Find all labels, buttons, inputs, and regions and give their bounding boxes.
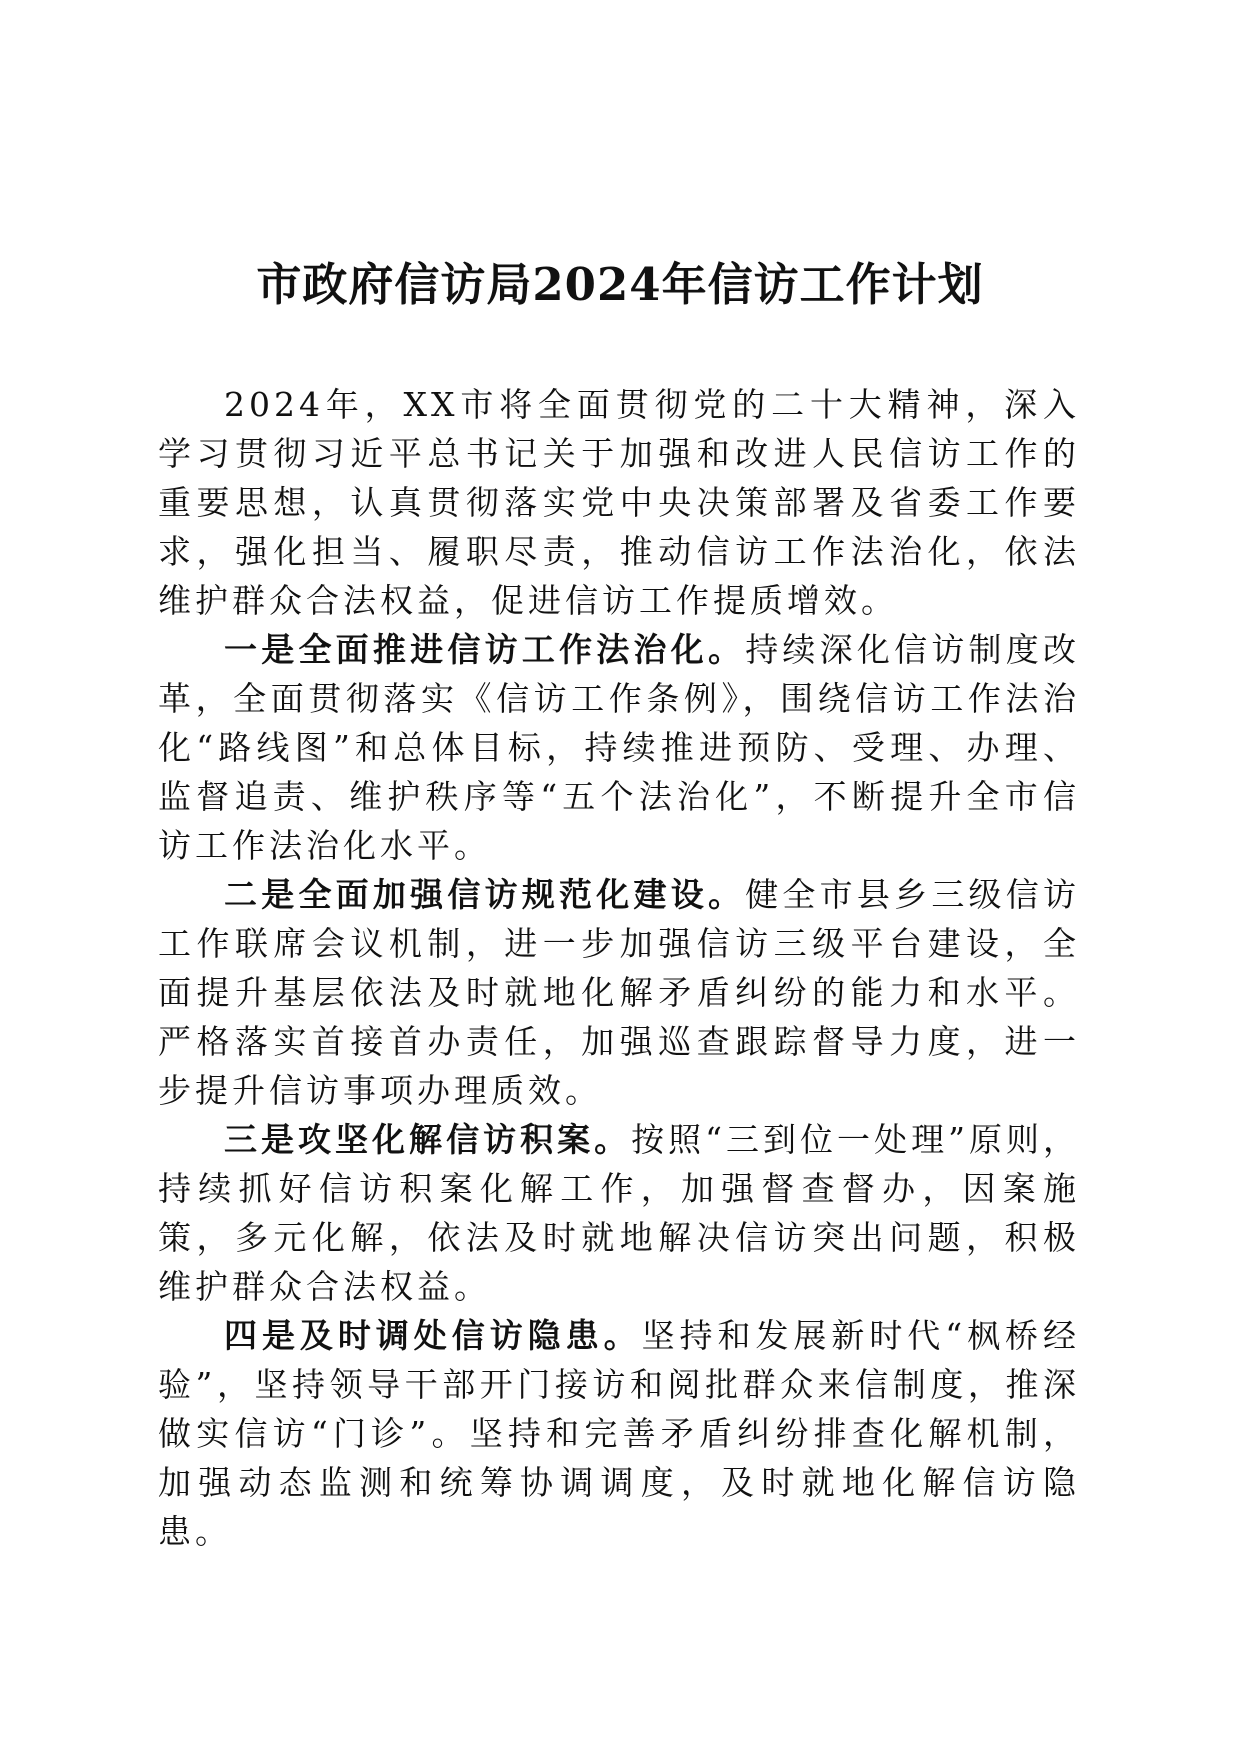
section-lead-2: 二是全面加强信访规范化建设。 xyxy=(224,875,746,914)
section-paragraph-1 xyxy=(158,625,1080,870)
intro-paragraph: 2024年，XX市将全面贯彻党的二十大精神，深入学习贯彻习近平总书记关于加强和改进人民信访工作的重要思想，认真贯彻落实党中央决策部署及省委工作要求，强化担当、履职尽责，推动信访工作法治化，依法维护群众合法权益，促进信访工作提质增效。 xyxy=(158,385,1080,620)
section-text-2: 健全市县乡三级信访工作联席会议机制，进一步加强信访三级平台建设，全面提升基层依法及时就地化解矛盾纠纷的能力和水平。严格落实首接首办责任，加强巡查跟踪督导力度，进一步提升信访事项办理质效。 xyxy=(158,875,1081,1110)
section-lead-3: 三是攻坚化解信访积案。 xyxy=(224,1120,632,1159)
section-text-1: 持续深化信访制度改革，全面贯彻落实《信访工作条例》，围绕信访工作法治化“路线图”和总体目标，持续推进预防、受理、办理、监督追责、维护秩序等“五个法治化”，不断提升全市信访工作法治化水平。 xyxy=(158,630,1081,865)
document-title: 市政府信访局2024年信访工作计划 xyxy=(256,258,984,311)
section-paragraph-4 xyxy=(158,1311,1080,1556)
document-body xyxy=(158,380,1080,1556)
section-paragraph-2 xyxy=(158,870,1080,1115)
section-text-4: 坚持和发展新时代“枫桥经验”，坚持领导干部开门接访和阅批群众来信制度，推深做实信访“门诊”。坚持和完善矛盾纠纷排查化解机制，加强动态监测和统筹协调调度，及时就地化解信访隐患。 xyxy=(158,1316,1080,1551)
section-lead-4: 四是及时调处信访隐患。 xyxy=(224,1316,642,1355)
section-text-3: 按照“三到位一处理”原则，持续抓好信访积案化解工作，加强督查督办，因案施策，多元化解，依法及时就地解决信访突出问题，积极维护群众合法权益。 xyxy=(158,1120,1080,1306)
section-paragraph-3 xyxy=(158,1115,1080,1311)
section-lead-1: 一是全面推进信访工作法治化。 xyxy=(224,630,746,669)
